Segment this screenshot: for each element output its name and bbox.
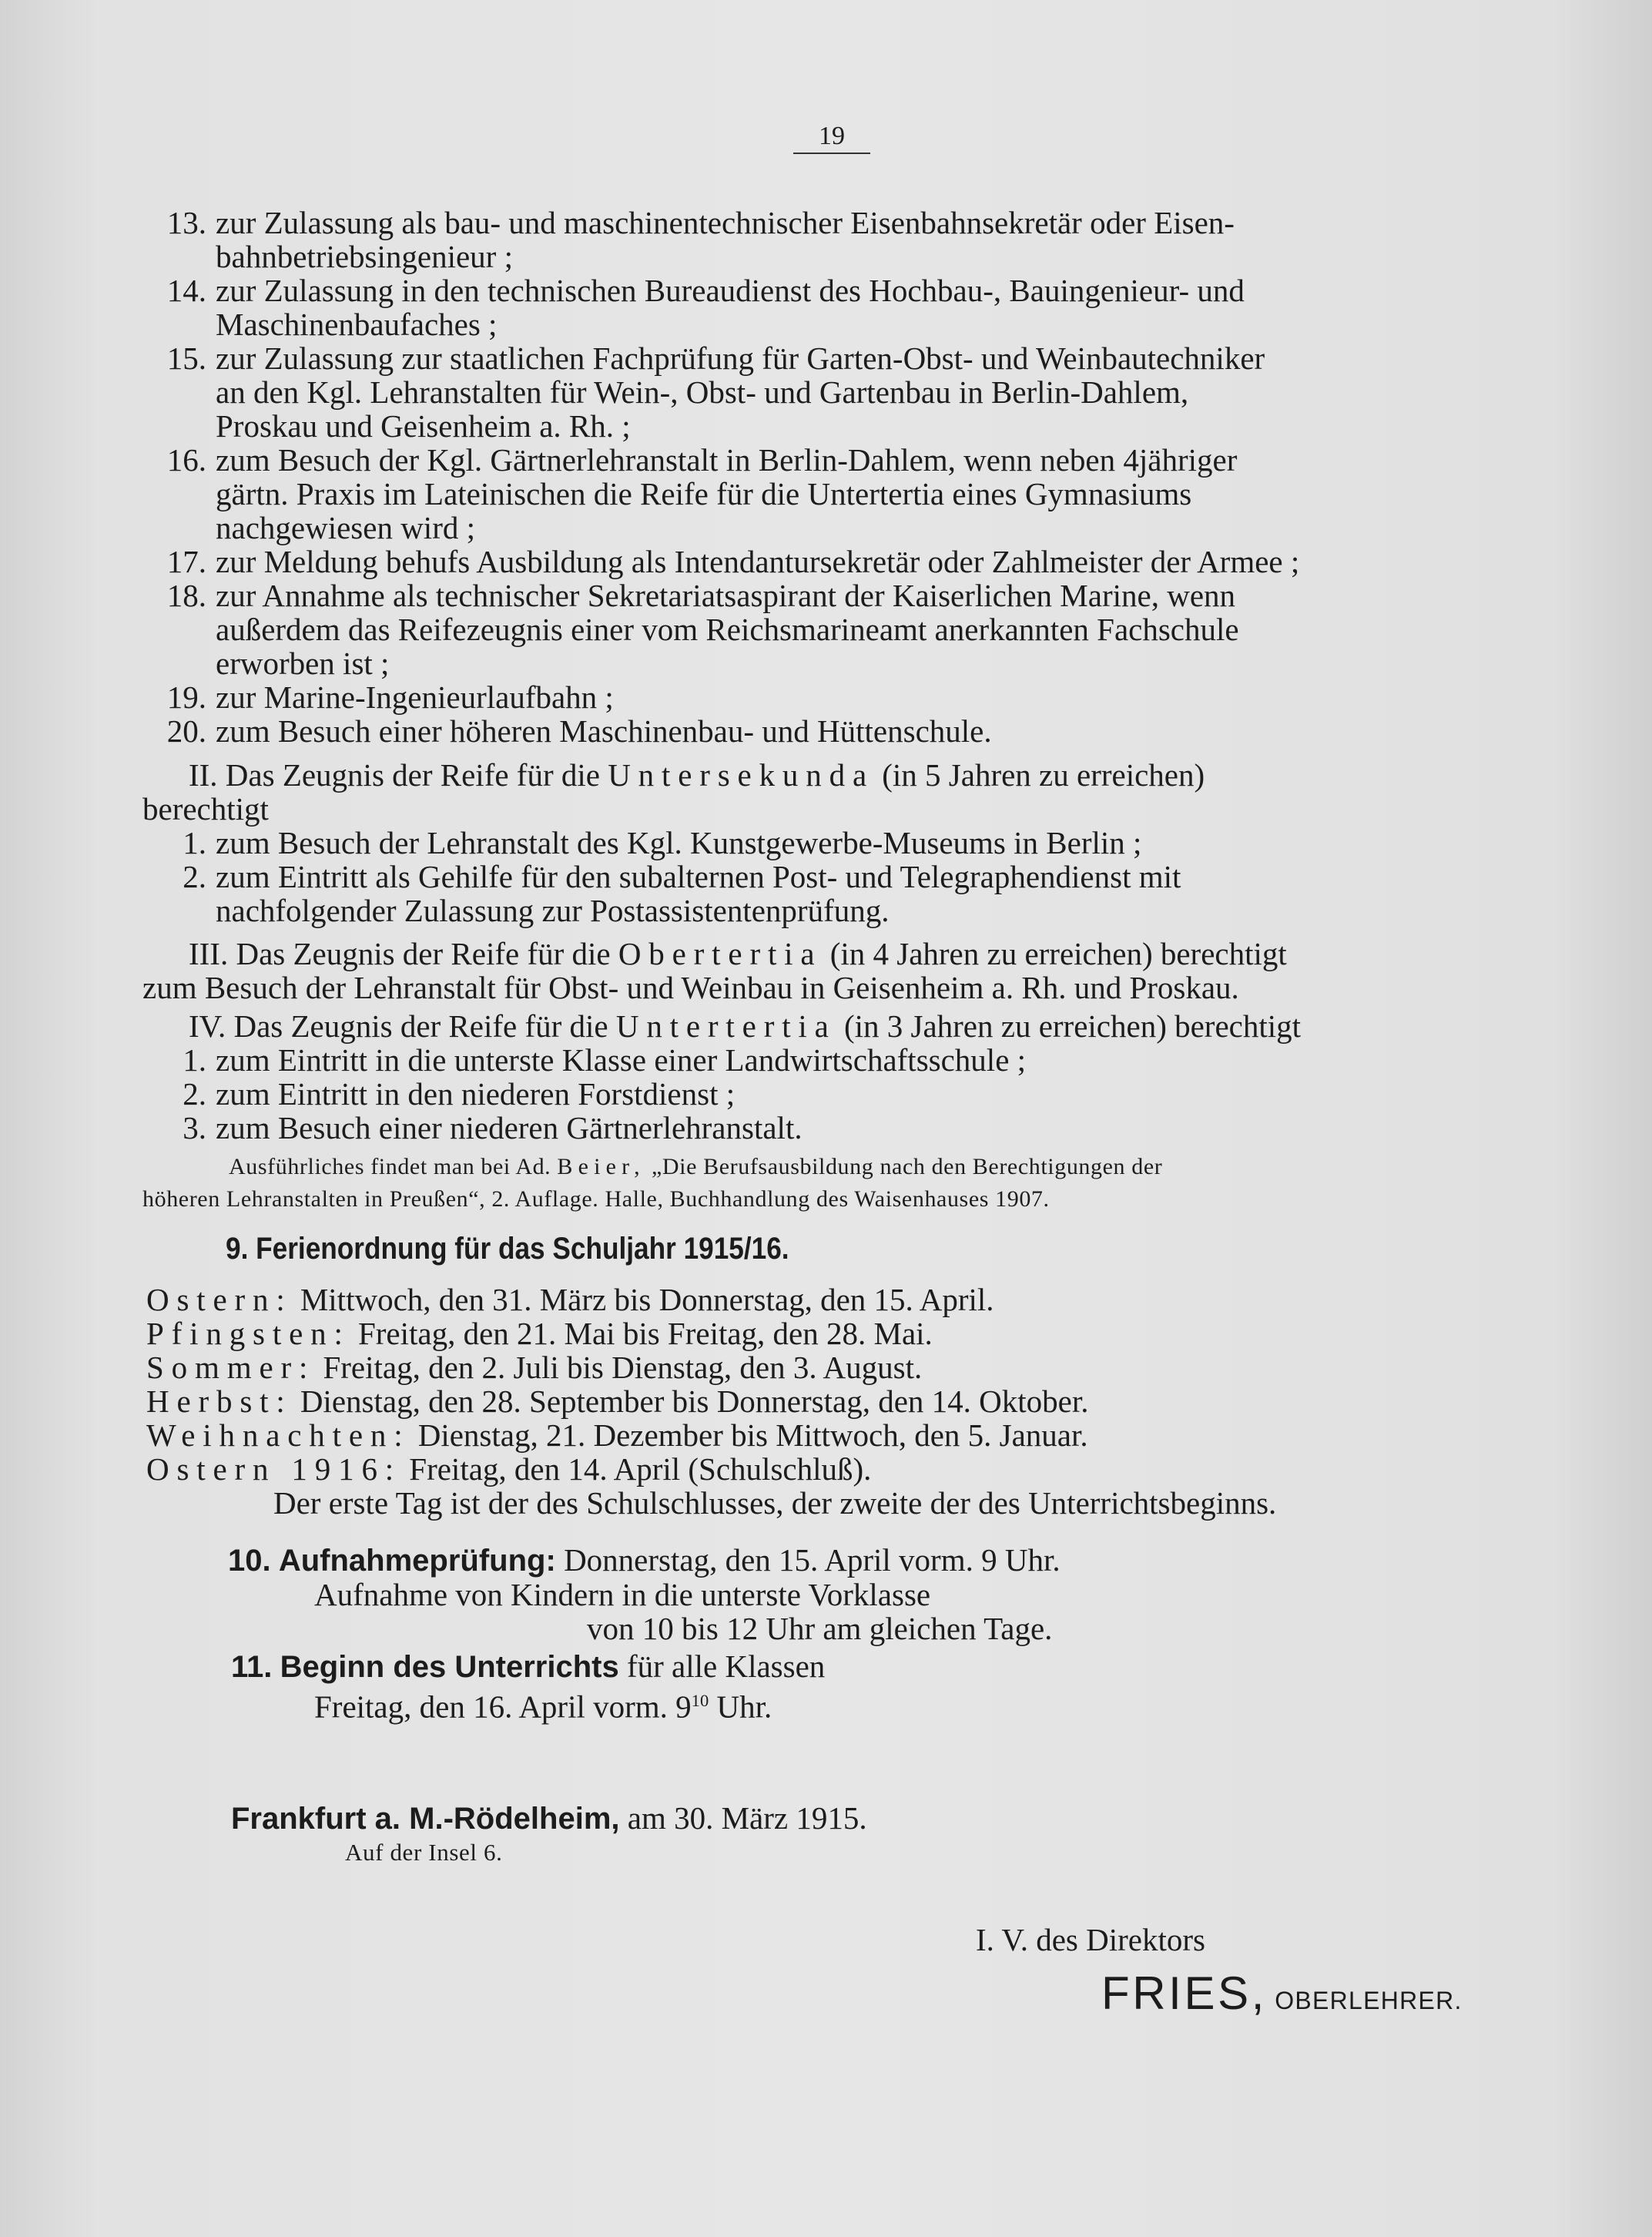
item-text: zur Zulassung zur staatlichen Fachprüfung für Garten-Obst- und Weinbautechniker (216, 340, 1265, 376)
list-item (142, 1043, 1301, 1077)
aufnahme-line-2: Aufnahme von Kindern in die unterste Vorklasse (314, 1577, 931, 1612)
beginn-date: Freitag, den 16. April vorm. 9 (314, 1689, 692, 1725)
section-iv-grade: Untertertia (615, 1008, 836, 1044)
list-item (146, 680, 1299, 714)
item-text: zur Zulassung in den technischen Bureaudienst des Hochbau-, Bauingenieur- und (216, 273, 1245, 308)
ferien-text: Freitag, den 2. Juli bis Dienstag, den 3. August. (323, 1350, 923, 1385)
section-heading: 9. Ferienordnung für das Schuljahr 1915/16. (226, 1232, 789, 1266)
section-iii-lead (142, 937, 1287, 971)
ferien-note: Der erste Tag ist der des Schulschlusses, der zweite der des Unterrichtsbeginns. (273, 1485, 1277, 1521)
item-text-cont: gärtn. Praxis im Lateinischen die Reife für die Untertertia eines Gymnasiums (216, 476, 1192, 511)
ferien-text: Dienstag, den 28. September bis Donnerstag, den 14. Oktober. (300, 1383, 1089, 1419)
list-item (146, 579, 1299, 612)
ferien-label: Weihnachten: (146, 1417, 410, 1453)
beginn-line-1 (231, 1649, 825, 1684)
signature-title: OBERLEHRER. (1275, 1987, 1463, 2014)
section-iv-lead (142, 1009, 1301, 1043)
item-number: 1. (183, 825, 206, 860)
item-text-cont: bahnbetriebsingenieur ; (216, 239, 513, 274)
ferien-row (146, 1384, 1276, 1418)
place-date (231, 1801, 867, 1836)
item-text-cont: nachgewiesen wird ; (216, 510, 475, 545)
list-item (146, 714, 1299, 748)
item-number: 19. (166, 679, 206, 715)
signature (1101, 1963, 1463, 2031)
item-text-cont: Maschinenbaufaches ; (216, 307, 498, 342)
ferien-row (146, 1418, 1276, 1452)
beginn-section (231, 1649, 825, 1724)
item-number: 3. (183, 1110, 206, 1145)
item-text: zur Marine-Ingenieurlaufbahn ; (216, 679, 614, 715)
section-iv (142, 1009, 1301, 1145)
ferien-label: Herbst: (146, 1383, 293, 1419)
section-label: Aufnahmeprüfung: (278, 1544, 556, 1578)
footnote-line-1 (142, 1151, 1162, 1183)
item-number: 2. (183, 859, 206, 894)
ferien-text: Freitag, den 21. Mai bis Freitag, den 28. Mai. (357, 1316, 933, 1351)
aufnahme-line-1 (228, 1543, 1061, 1578)
signature-name: FRIES, (1101, 1967, 1267, 2019)
item-text: zum Eintritt in den niederen Forstdienst ; (216, 1076, 736, 1112)
section-ii-grade: Untersekunda (608, 757, 874, 793)
item-text: zum Eintritt in die unterste Klasse einer Landwirtschaftsschule ; (216, 1042, 1027, 1078)
item-number: 13. (166, 205, 206, 240)
item-text: zum Besuch der Kgl. Gärtnerlehranstalt in Berlin-Dahlem, wenn neben 4jähriger (216, 442, 1238, 478)
item-text-cont: an den Kgl. Lehranstalten für Wein-, Obst- und Gartenbau in Berlin-Dahlem, (216, 374, 1189, 410)
place-city: Frankfurt a. M.-Rödelheim, (231, 1802, 620, 1836)
item-text: zur Zulassung als bau- und maschinentechnischer Eisenbahnsekretär oder Eisen- (216, 205, 1235, 240)
footnote-text: „Die Berufsausbildung nach den Berechtigungen der (651, 1154, 1163, 1179)
item-number: 18. (166, 578, 206, 613)
place-address: Auf der Insel 6. (345, 1839, 503, 1866)
ferien-text: Mittwoch, den 31. März bis Donnerstag, den 15. April. (300, 1282, 994, 1317)
item-text-cont: erworben ist ; (216, 646, 390, 681)
ferien-row (146, 1350, 1276, 1384)
item-number: 16. (166, 442, 206, 478)
section-label: Beginn des Unterrichts (280, 1650, 619, 1684)
list-item (146, 341, 1299, 375)
section-ii (142, 758, 1205, 927)
section-iii-grade: Obertertia (618, 936, 823, 971)
ferien-label: Ostern 1916: (146, 1451, 402, 1487)
list-item (146, 206, 1299, 240)
aufnahme-line-3: von 10 bis 12 Uhr am gleichen Tage. (587, 1611, 1053, 1646)
ferien-label: Sommer: (146, 1350, 316, 1385)
item-number: 1. (183, 1042, 206, 1078)
aufnahme-section (228, 1543, 1061, 1645)
footnote (142, 1151, 1162, 1216)
item-text-cont: außerdem das Reifezeugnis einer vom Reichsmarineamt anerkannten Fachschule (216, 612, 1239, 647)
section-iii-tail: (in 4 Jahren zu erreichen) berechtigt (829, 936, 1287, 971)
item-text-cont: Proskau und Geisenheim a. Rh. ; (216, 408, 631, 444)
item-number: 14. (166, 273, 206, 308)
section-iii-lead-text: III. Das Zeugnis der Reife für die (189, 936, 611, 971)
place-date-text: am 30. März 1915. (627, 1800, 867, 1836)
section-ii-lead-text: II. Das Zeugnis der Reife für die (189, 757, 600, 793)
footnote-author: Beier, (557, 1154, 645, 1179)
ferien-label: Pfingsten: (146, 1316, 350, 1351)
list-item (146, 545, 1299, 579)
beginn-line-2 (231, 1684, 825, 1724)
beginn-uhr: Uhr. (716, 1689, 772, 1725)
section-ii-cont: berechtigt (142, 791, 269, 827)
list-item (142, 826, 1205, 860)
item-number: 2. (183, 1076, 206, 1112)
section-number: 10. (228, 1544, 271, 1578)
ferien-text: Dienstag, 21. Dezember bis Mittwoch, den 5. Januar. (417, 1417, 1088, 1453)
beginn-text: für alle Klassen (626, 1648, 826, 1684)
section-iv-lead-text: IV. Das Zeugnis der Reife für die (189, 1008, 608, 1044)
ferien-heading (226, 1231, 866, 1266)
ferien-label: Ostern: (146, 1282, 293, 1317)
item-text: zum Besuch einer höheren Maschinenbau- und Hüttenschule. (216, 713, 992, 749)
item-text: zum Besuch der Lehranstalt des Kgl. Kunstgewerbe-Museums in Berlin ; (216, 825, 1142, 860)
section-iii (142, 937, 1287, 1004)
item-text-cont: nachfolgender Zulassung zur Postassistentenprüfung. (216, 893, 890, 928)
section-iii-cont: zum Besuch der Lehranstalt für Obst- und Weinbau in Geisenheim a. Rh. und Proskau. (142, 970, 1239, 1005)
item-number: 20. (166, 713, 206, 749)
ferien-row (146, 1283, 1276, 1316)
section-ii-tail: (in 5 Jahren zu erreichen) (882, 757, 1205, 793)
item-text: zum Besuch einer niederen Gärtnerlehranstalt. (216, 1110, 803, 1145)
footnote-line-2: höheren Lehranstalten in Preußen“, 2. Auflage. Halle, Buchhandlung des Waisenhauses 1907. (142, 1186, 1050, 1212)
item-number: 15. (166, 340, 206, 376)
aufnahme-text: Donnerstag, den 15. April vorm. 9 Uhr. (564, 1542, 1061, 1578)
item-text: zur Meldung behufs Ausbildung als Intendantursekretär oder Zahlmeister der Armee ; (216, 544, 1300, 579)
list-item (146, 273, 1299, 307)
list-item (142, 1077, 1301, 1111)
signature-line-1: I. V. des Direktors (976, 1922, 1205, 1957)
list-a (146, 206, 1299, 748)
page-number: 19 (793, 122, 870, 154)
ferien-table (146, 1283, 1276, 1520)
ferien-text: Freitag, den 14. April (Schulschluß). (409, 1451, 872, 1487)
beginn-time-superscript: 10 (691, 1691, 709, 1710)
section-ii-lead (142, 758, 1205, 792)
list-item (142, 860, 1205, 894)
item-text: zur Annahme als technischer Sekretariatsaspirant der Kaiserlichen Marine, wenn (216, 578, 1236, 613)
item-text: zum Eintritt als Gehilfe für den subalternen Post- und Telegraphendienst mit (216, 859, 1181, 894)
list-item (142, 1111, 1301, 1145)
place-line (231, 1801, 867, 1836)
section-iv-tail: (in 3 Jahren zu erreichen) berechtigt (843, 1008, 1302, 1044)
section-number: 11. (231, 1650, 273, 1684)
ferien-row (146, 1316, 1276, 1350)
item-number: 17. (166, 544, 206, 579)
footnote-text: Ausführliches findet man bei Ad. (229, 1154, 551, 1179)
ferien-row (146, 1452, 1276, 1486)
list-item (146, 443, 1299, 477)
